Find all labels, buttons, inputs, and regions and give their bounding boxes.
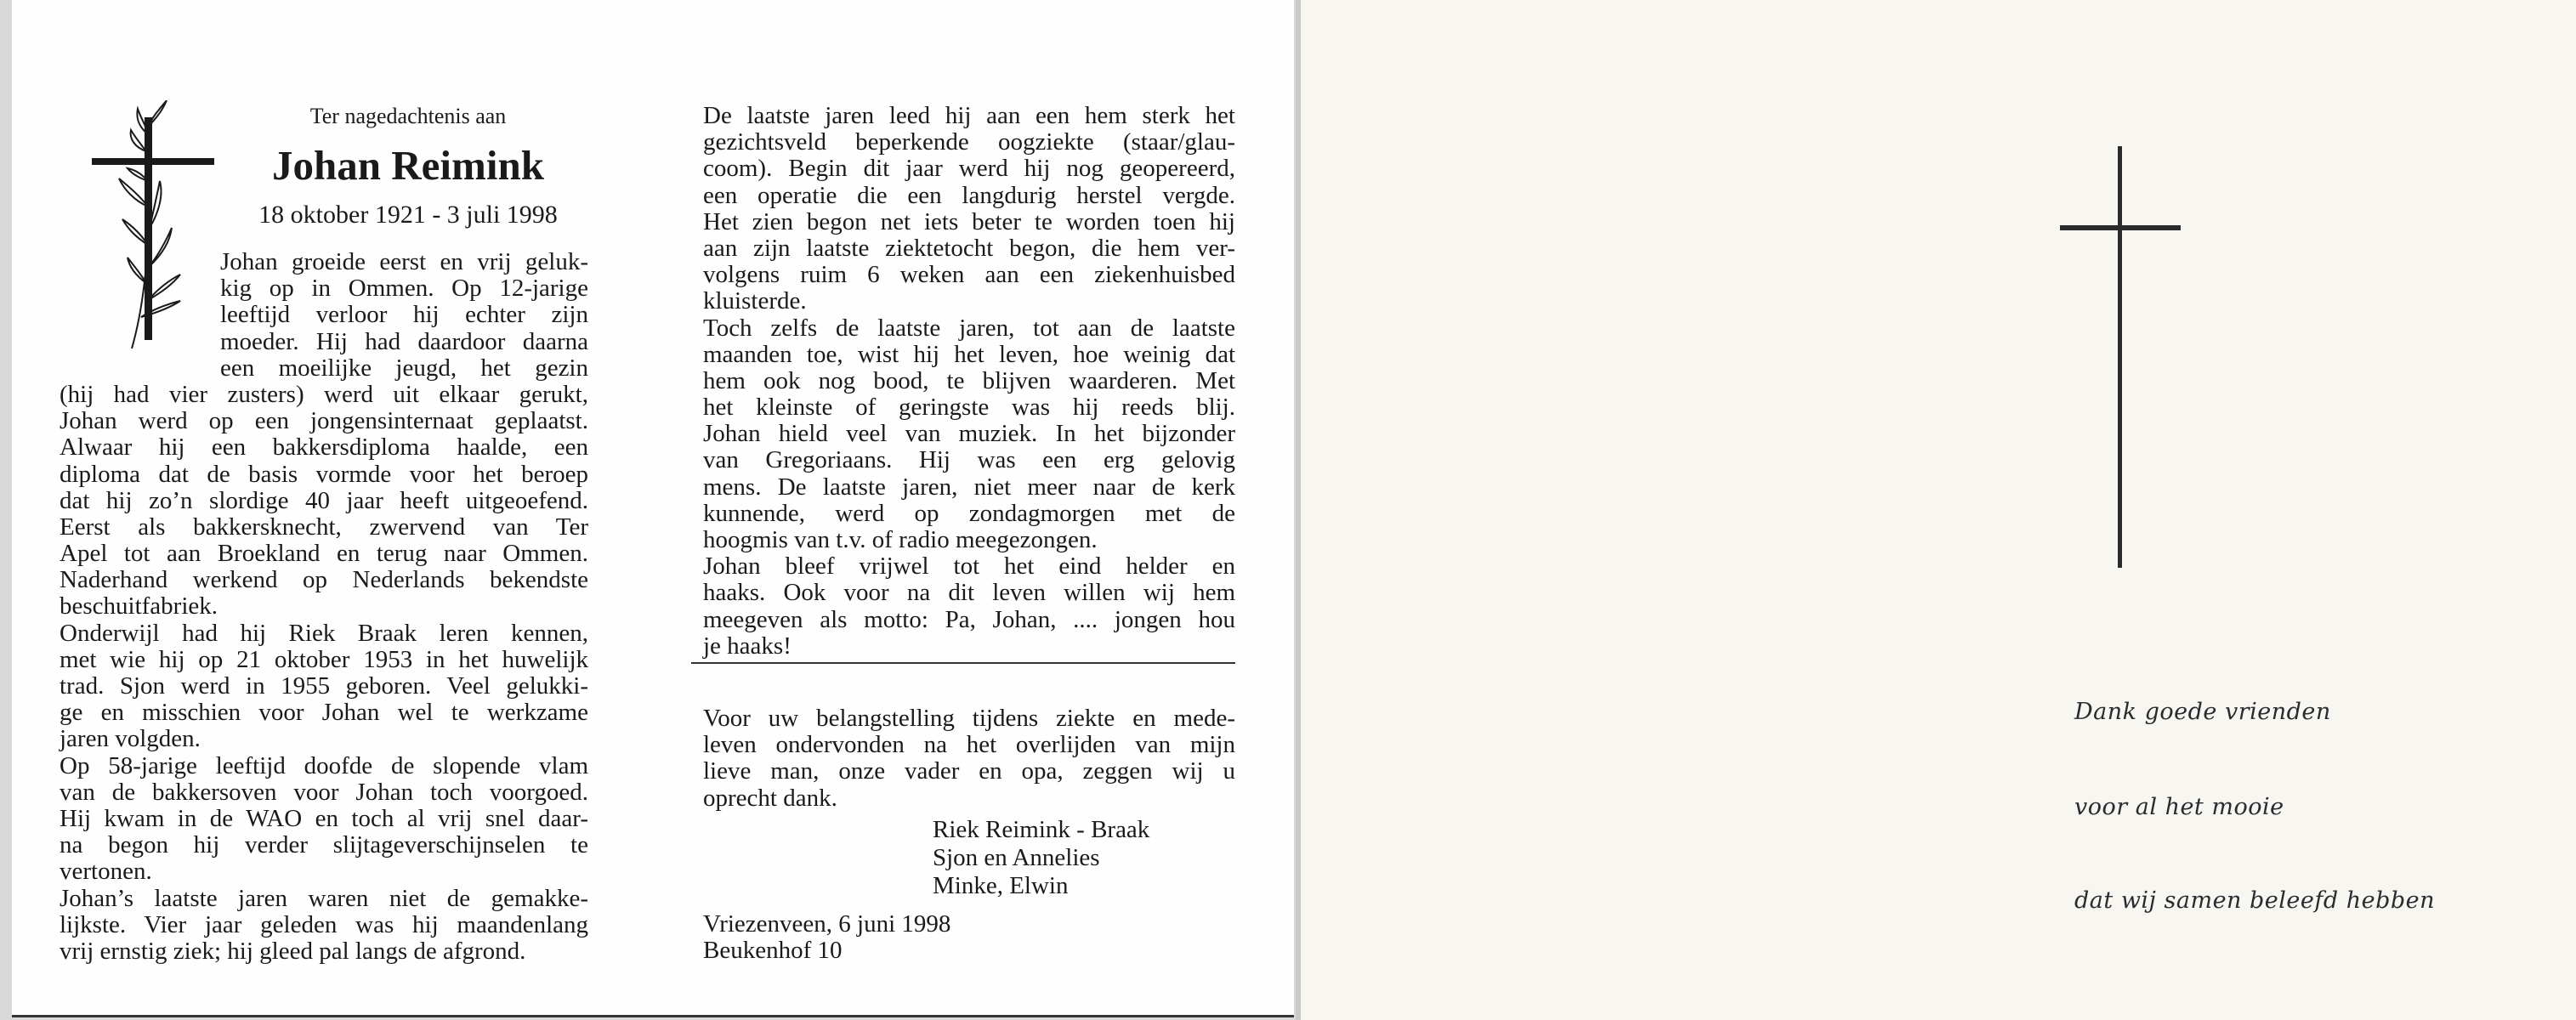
text-line: een operatie die een langdurig herstel vergde. bbox=[703, 181, 1235, 209]
verse-line: Dank goede vrienden bbox=[2074, 699, 2331, 725]
text-line: meegeven als motto: Pa, Johan, .... jongen hou bbox=[703, 605, 1235, 633]
text-line: beschuitfabriek. bbox=[60, 592, 218, 620]
text-line: aan zijn laatste ziektetocht begon, die hem ver- bbox=[703, 234, 1235, 262]
text-line: maanden toe, wist hij het leven, hoe weinig dat bbox=[703, 340, 1235, 368]
cross-icon bbox=[2057, 146, 2185, 571]
text-line: Johan bleef vrijwel tot het eind helder en bbox=[703, 552, 1235, 581]
text-line: dat hij zo’n slordige 40 jaar heeft uitgeoefend. bbox=[60, 486, 588, 514]
text-line: mens. De laatste jaren, niet meer naar de kerk bbox=[703, 473, 1235, 501]
text-line: ge en misschien voor Johan wel te werkzame bbox=[60, 699, 588, 727]
text-line: na begon hij verder slijtageverschijnselen te bbox=[60, 831, 588, 859]
deceased-name: Johan Reimink bbox=[272, 142, 544, 189]
text-line: Onderwijl had hij Riek Braak leren kennen, bbox=[60, 619, 588, 647]
text-line: moeder. Hij had daardoor daarna bbox=[220, 327, 588, 355]
signature-line: Sjon en Annelies bbox=[933, 844, 1100, 871]
text-line: Johan groeide eerst en vrij geluk- bbox=[220, 248, 588, 275]
text-line: Hij kwam in de WAO en toch al vrij snel daar- bbox=[60, 804, 588, 832]
text-line: Het zien begon net iets beter te worden toen hij bbox=[703, 207, 1235, 235]
text-line: Apel tot aan Broekland en terug naar Ommen. bbox=[60, 540, 588, 568]
text-line: gezichtsveld beperkende oogziekte (staar/glau- bbox=[703, 128, 1235, 156]
text-line: met wie hij op 21 oktober 1953 in het huwelijk bbox=[60, 645, 588, 673]
text-line: Alwaar hij een bakkersdiploma haalde, een bbox=[60, 434, 588, 462]
text-line: Voor uw belangstelling tijdens ziekte en mede- bbox=[703, 705, 1235, 732]
text-line: hoogmis van t.v. of radio meegezongen. bbox=[703, 526, 1098, 553]
verse-line: voor al het mooie bbox=[2074, 794, 2284, 820]
text-line: Johan werd op een jongensinternaat geplaatst. bbox=[60, 407, 588, 435]
text-line: leven ondervonden na het overlijden van mijn bbox=[703, 731, 1235, 759]
text-line: leeftijd verloor hij echter zijn bbox=[220, 301, 588, 329]
text-line: lieve man, onze vader en opa, zeggen wij u bbox=[703, 757, 1235, 785]
biography-middle-column bbox=[703, 103, 1235, 660]
signature-line: Riek Reimink - Braak bbox=[933, 816, 1150, 843]
text-line: diploma dat de basis vormde voor het beroep bbox=[60, 460, 588, 488]
signature-line: Minke, Elwin bbox=[933, 872, 1069, 899]
verse-line: dat wij samen beleefd hebben bbox=[2074, 887, 2436, 914]
text-line: een moeilijke jeugd, het gezin bbox=[220, 354, 588, 382]
text-line: je haaks! bbox=[703, 632, 792, 660]
text-line: (hij had vier zusters) werd uit elkaar gerukt, bbox=[60, 380, 588, 408]
text-line: vrij ernstig ziek; hij gleed pal langs de afgrond. bbox=[60, 937, 526, 965]
text-line: coom). Begin dit jaar werd hij nog geopereerd, bbox=[703, 155, 1235, 183]
biography-left-column bbox=[60, 249, 588, 965]
memorial-card-back bbox=[1296, 0, 2576, 1020]
text-line: trad. Sjon werd in 1955 geboren. Veel gelukki- bbox=[60, 672, 588, 700]
text-line: Naderhand werkend op Nederlands bekendste bbox=[60, 566, 588, 594]
address: Beukenhof 10 bbox=[703, 937, 843, 964]
text-line: vertonen. bbox=[60, 858, 152, 886]
text-line: volgens ruim 6 weken aan een ziekenhuisbed bbox=[703, 261, 1235, 289]
divider-rule bbox=[691, 662, 1235, 664]
text-line: kig op in Ommen. Op 12-jarige bbox=[220, 275, 588, 303]
text-line: Toch zelfs de laatste jaren, tot aan de laatste bbox=[703, 314, 1235, 342]
text-line: hem ook nog bood, te blijven waarderen. Met bbox=[703, 366, 1235, 394]
text-line: het kleinste of geringste was hij reeds blij. bbox=[703, 394, 1235, 422]
text-line: Op 58-jarige leeftijd doofde de slopende vlam bbox=[60, 751, 588, 779]
text-line: kluisterde. bbox=[703, 287, 807, 315]
text-line: Johan hield veel van muziek. In het bijzonder bbox=[703, 420, 1235, 448]
text-line: Johan’s laatste jaren waren niet de gemakke- bbox=[60, 884, 588, 912]
text-line: oprecht dank. bbox=[703, 784, 837, 812]
text-line: jaren volgden. bbox=[60, 725, 201, 753]
text-line: van de bakkersoven voor Johan toch voorgoed. bbox=[60, 778, 588, 806]
text-line: van Gregoriaans. Hij was een erg gelovig bbox=[703, 446, 1235, 474]
text-line: De laatste jaren leed hij aan een hem sterk het bbox=[703, 102, 1235, 129]
thanks-paragraph bbox=[703, 706, 1235, 812]
text-line: Eerst als bakkersknecht, zwervend van Ter bbox=[60, 513, 588, 541]
text-line: haaks. Ook voor na dit leven willen wij hem bbox=[703, 579, 1235, 607]
text-line: kunnende, werd op zondagmorgen met de bbox=[703, 499, 1235, 527]
life-dates: 18 oktober 1921 - 3 juli 1998 bbox=[258, 201, 558, 229]
text-line: lijkste. Vier jaar geleden was hij maandenlang bbox=[60, 910, 588, 938]
intro-text: Ter nagedachtenis aan bbox=[309, 104, 507, 128]
place-date: Vriezenveen, 6 juni 1998 bbox=[703, 910, 951, 938]
